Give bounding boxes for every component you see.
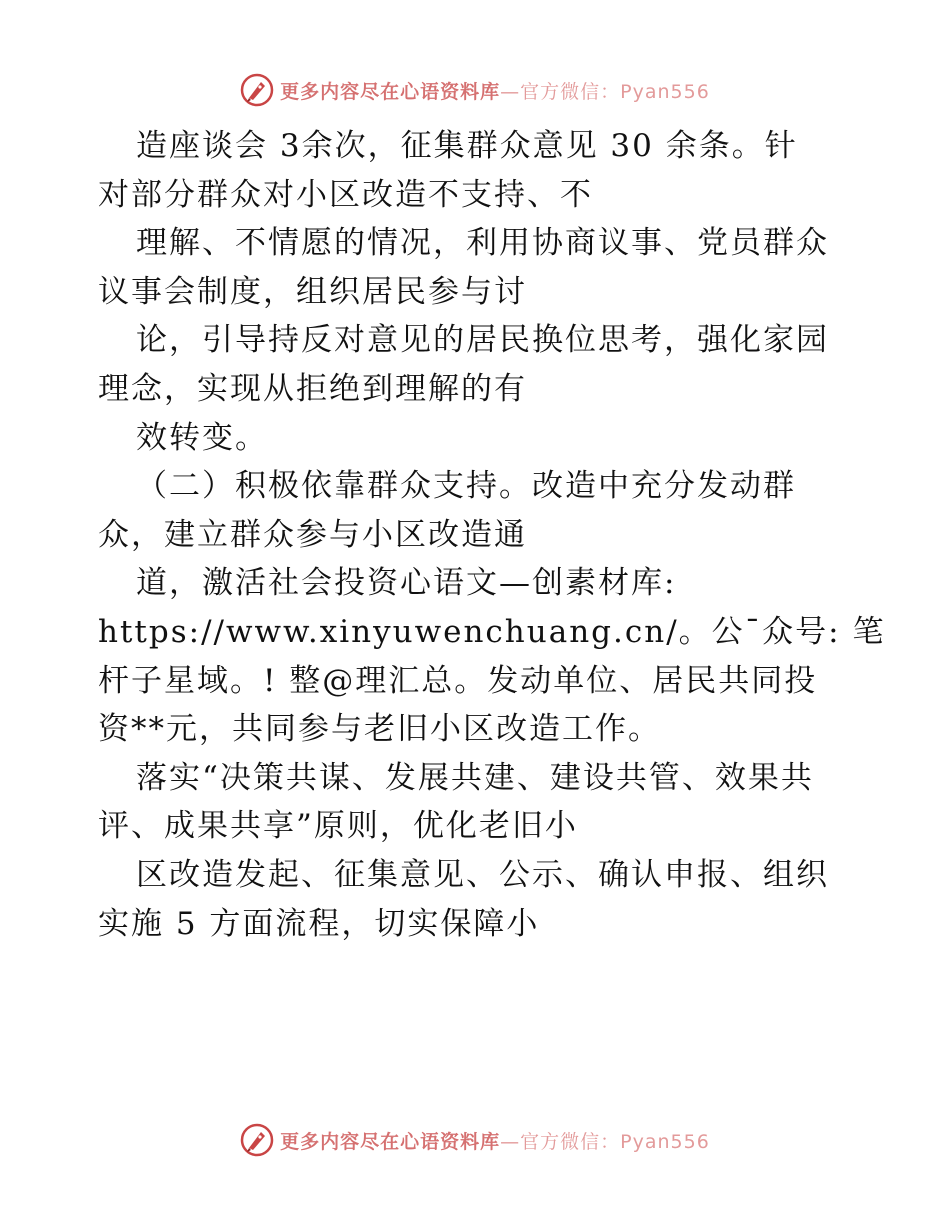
pen-nib-logo-icon [240,1123,274,1157]
body-line: 资**元，共同参与老旧小区改造工作。 [98,711,661,748]
footer-watermark-banner [0,1120,950,1160]
body-line: 论，引导持反对意见的居民换位思考，强化家园 [136,322,829,359]
body-line: 评、成果共享”原则，优化老旧小 [98,808,578,845]
body-line: 众，建立群众参与小区改造通 [98,516,527,553]
body-line: 理解、不情愿的情况，利用协商议事、党员群众 [136,225,829,262]
body-line: 理念，实现从拒绝到理解的有 [98,370,527,407]
document-body [98,122,886,948]
footer-watermark-text: 更多内容尽在心语资料库—官方微信：Pyan556 [280,1130,710,1153]
body-line: 议事会制度，组织居民参与讨 [98,273,527,310]
body-line-url: https://www.xinyuwenchuang.cn/。公¯众号: 笔 [98,613,886,650]
section-heading-line: （二）积极依靠群众支持。改造中充分发动群 [136,468,796,505]
header-watermark-banner [0,70,950,110]
body-line: 落实“决策共谋、发展共建、建设共管、效果共 [136,759,814,796]
pen-nib-logo-icon [240,73,274,107]
body-line: 道，激活社会投资心语文—创素材库: [136,565,677,602]
header-watermark-text: 更多内容尽在心语资料库—官方微信：Pyan556 [280,80,710,103]
body-line: 区改造发起、征集意见、公示、确认申报、组织 [136,856,829,893]
body-line: 效转变。 [136,419,268,456]
body-line: 对部分群众对小区改造不支持、不 [98,176,593,213]
body-line: 杆子星域。! 整@理汇总。发动单位、居民共同投 [98,662,818,699]
body-line: 实施 5 方面流程，切实保障小 [98,905,540,942]
body-line: 造座谈会 3余次，征集群众意见 30 余条。针 [136,128,798,164]
